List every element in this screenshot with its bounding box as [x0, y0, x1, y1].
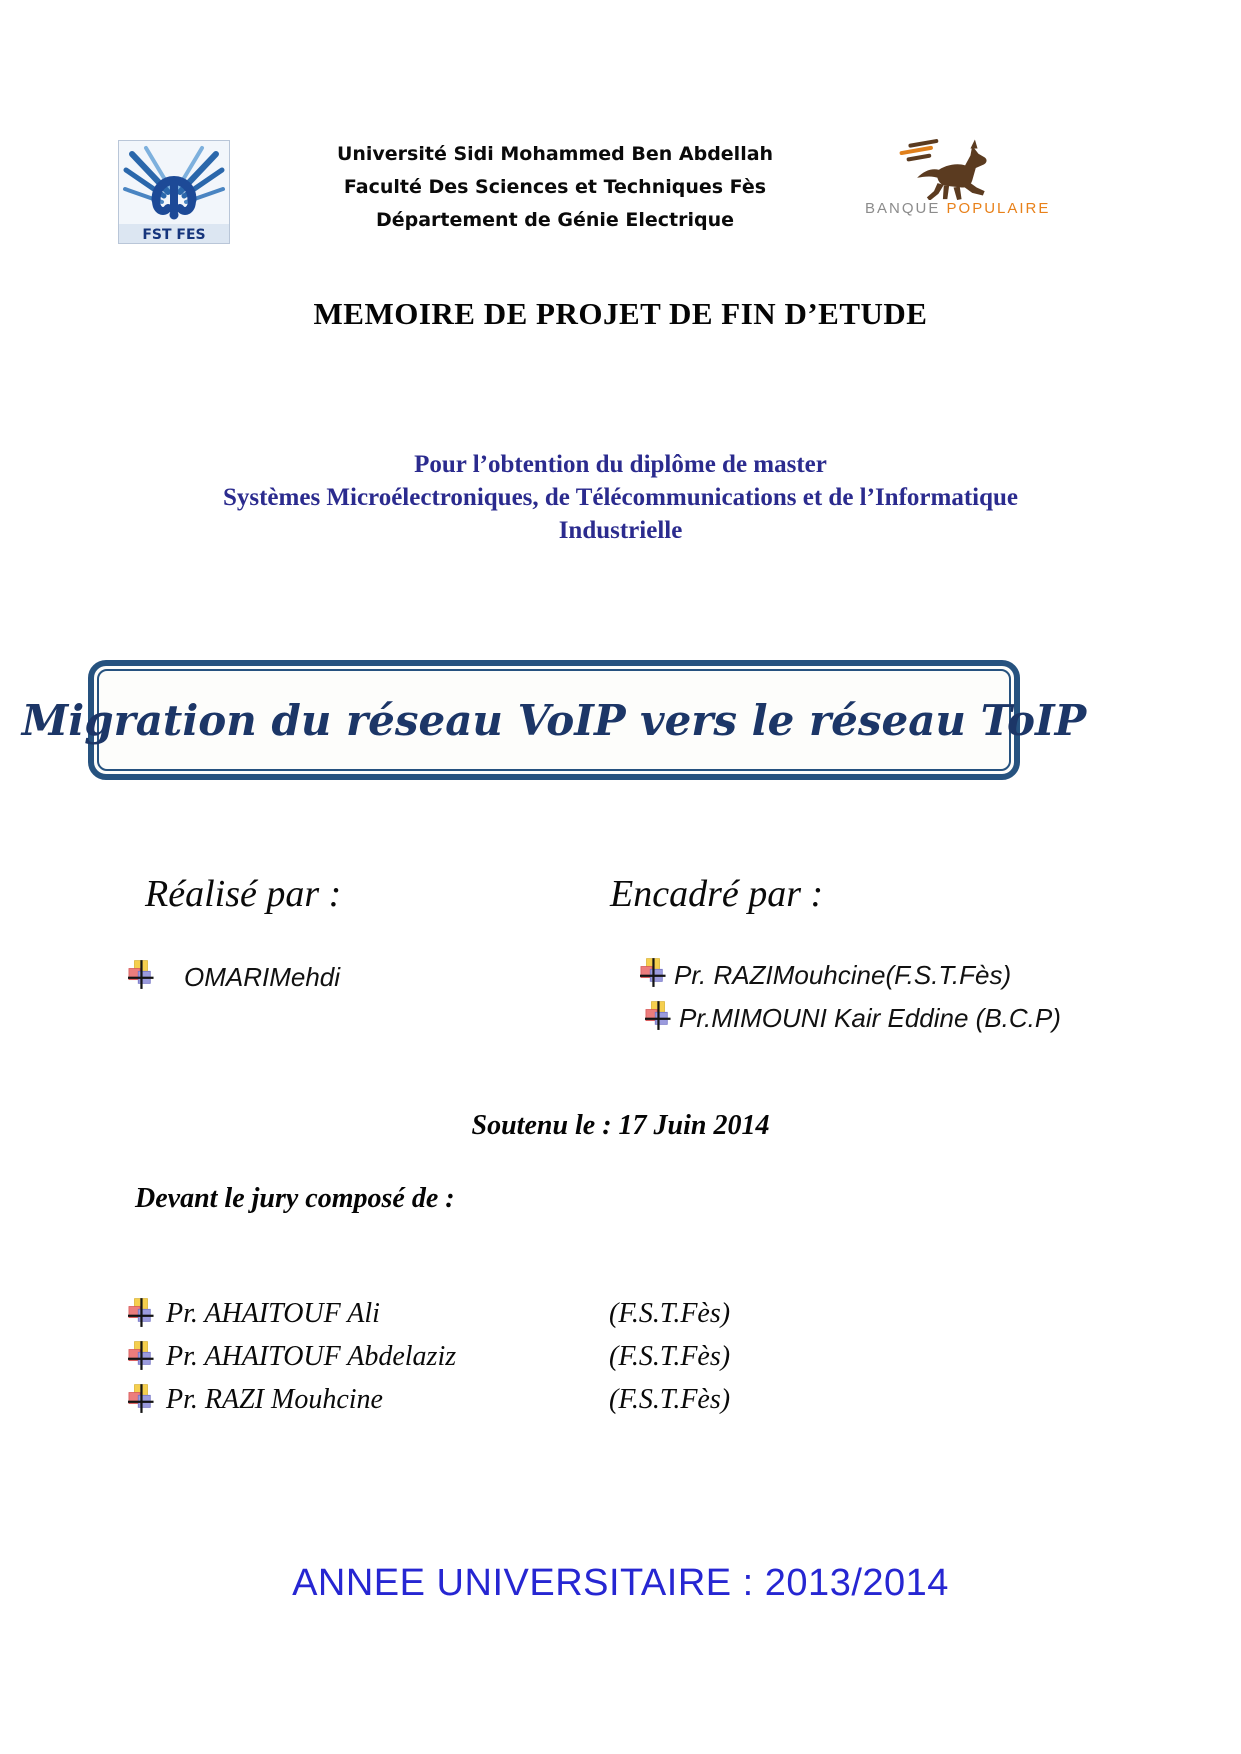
jury-member-name: Pr. AHAITOUF Abdelaziz — [166, 1341, 457, 1372]
university-line-1: Université Sidi Mohammed Ben Abdellah — [336, 143, 774, 165]
project-title-box-inner — [21, 669, 1087, 771]
academic-year: ANNEE UNIVERSITAIRE : 2013/2014 — [292, 1562, 949, 1604]
university-line-2: Faculté Des Sciences et Techniques Fès — [343, 176, 767, 198]
table-row — [128, 1384, 730, 1416]
glyph-dot — [170, 211, 179, 220]
defense-date: Soutenu le : 17 Juin 2014 — [471, 1110, 770, 1141]
list-item — [645, 1001, 1061, 1034]
crossed-squares-bullet-icon — [128, 1341, 154, 1371]
banque-populaire-logo — [865, 136, 1051, 228]
subtitle-line-1: Pour l’obtention du diplôme de master — [414, 451, 827, 478]
encadre-par-heading: Encadré par : — [610, 873, 824, 915]
jury-member-affiliation: (F.S.T.Fès) — [609, 1298, 731, 1329]
project-title: Migration du réseau VoIP vers le réseau ToIP — [21, 695, 1087, 745]
fst-fes-logo — [118, 140, 230, 244]
bank-word-populaire: POPULAIRE — [946, 200, 1051, 217]
fst-logo-caption: FST FES — [142, 227, 206, 243]
jury-member-affiliation: (F.S.T.Fès) — [609, 1384, 731, 1415]
horse-icon — [875, 136, 1025, 200]
bank-word-banque: BANQUE — [865, 200, 941, 217]
degree-subtitle — [0, 448, 1241, 547]
fst-fes-logo-image — [118, 140, 230, 244]
crossed-squares-bullet-icon — [640, 958, 666, 988]
crossed-squares-bullet-icon — [128, 1384, 154, 1414]
supervisor-name: Pr. RAZIMouhcine(F.S.T.Fès) — [674, 960, 1012, 990]
table-row — [128, 1298, 730, 1330]
jury-member-affiliation: (F.S.T.Fès) — [609, 1341, 731, 1372]
supervisor-name: Pr.MIMOUNI Kair Eddine (B.C.P) — [679, 1003, 1061, 1033]
crossed-squares-bullet-icon — [128, 1298, 154, 1328]
university-line-3: Département de Génie Electrique — [375, 209, 735, 231]
subtitle-line-3: Industrielle — [558, 517, 683, 544]
crossed-squares-bullet-icon — [128, 960, 154, 990]
banque-populaire-wordmark — [865, 200, 1051, 217]
jury-member-name: Pr. AHAITOUF Ali — [166, 1298, 380, 1329]
realise-par-heading: Réalisé par : — [145, 873, 342, 915]
crossed-squares-bullet-icon — [645, 1001, 671, 1031]
jury-heading: Devant le jury composé de : — [135, 1183, 455, 1214]
student-name: OMARIMehdi — [184, 962, 341, 992]
list-item — [640, 958, 1011, 991]
university-header — [300, 138, 810, 237]
jury-member-name: Pr. RAZI Mouhcine — [166, 1384, 383, 1415]
memoire-title: MEMOIRE DE PROJET DE FIN D’ETUDE — [313, 296, 928, 331]
subtitle-line-2: Systèmes Microélectroniques, de Télécommunications et de l’Informatique — [222, 484, 1019, 511]
project-title-box — [21, 660, 1087, 780]
list-item — [128, 960, 340, 993]
table-row — [128, 1341, 730, 1373]
